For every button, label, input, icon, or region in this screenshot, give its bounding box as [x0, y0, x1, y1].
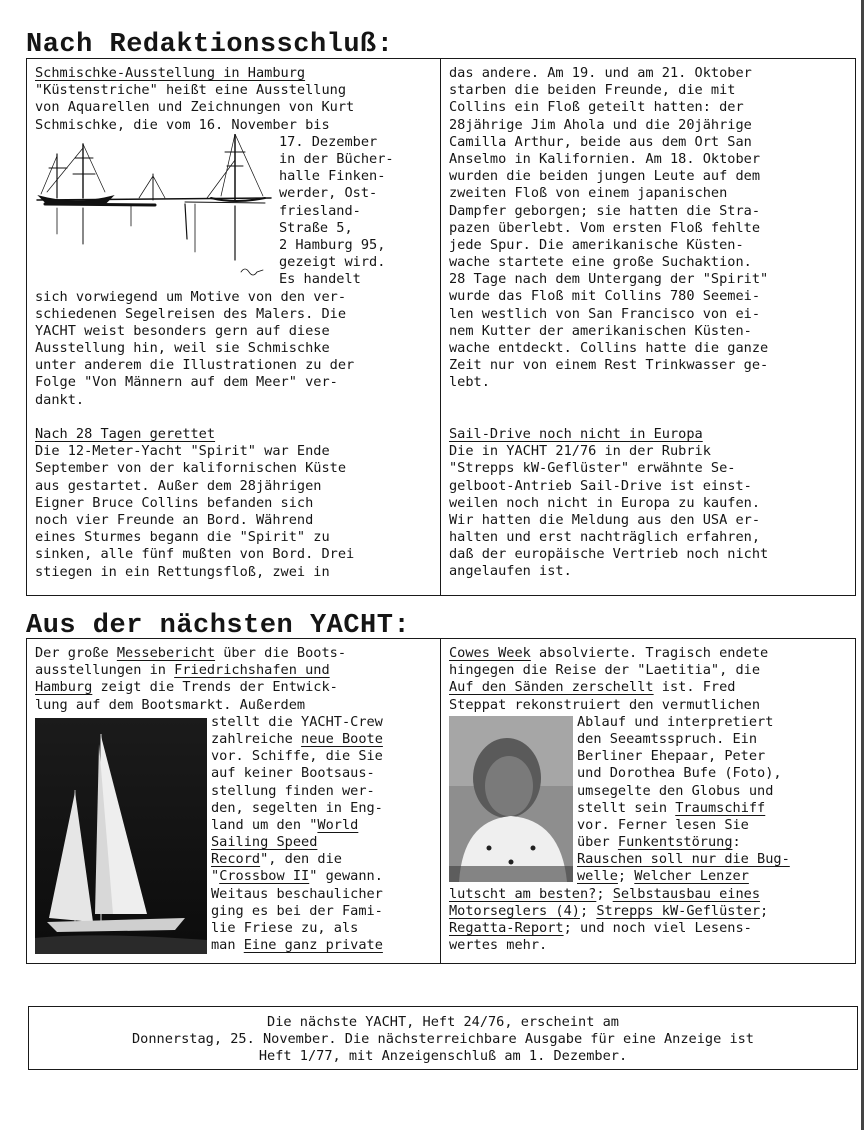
preview-line: Ablauf und interpretiert	[577, 713, 774, 730]
article-title-gerettet: Nach 28 Tagen gerettet	[35, 426, 216, 443]
article-line: Anselmo in Kalifornien. Am 18. Oktober	[449, 150, 760, 167]
wrap-block-sketch	[35, 134, 435, 289]
wrap-text	[279, 134, 394, 289]
text-run: "	[211, 868, 220, 885]
preview-box	[26, 638, 856, 964]
notice-line: Donnerstag, 25. November. Die nächsterreichbare Ausgabe für eine Anzeige ist	[132, 1031, 754, 1048]
article-line: Ausstellung hin, weil sie Schmischke	[35, 340, 330, 357]
preview-line	[449, 920, 853, 937]
preview-line	[449, 679, 853, 696]
wrap-text	[211, 714, 383, 955]
text-run: zeigt die Trends der Entwick-	[92, 679, 338, 696]
article-line: schiedenen Segelreisen des Malers. Die	[35, 305, 346, 322]
news-left-column	[35, 65, 435, 581]
preview-line	[211, 834, 383, 851]
preview-line	[211, 817, 383, 834]
preview-line: Berliner Ehepaar, Peter	[577, 748, 766, 765]
text-run: :	[732, 834, 741, 851]
article-line: daß der europäische Vertrieb noch nicht	[449, 546, 769, 563]
text-run: ;	[760, 902, 769, 919]
preview-line	[211, 731, 383, 748]
preview-line: den Seeamtsspruch. Ein	[577, 730, 758, 747]
preview-right-column	[449, 645, 853, 955]
preview-line: Weitaus beschaulicher	[211, 885, 383, 902]
article-line: halten und erst nachträglich erfahren,	[449, 529, 760, 546]
preview-line	[211, 937, 383, 954]
preview-line	[577, 834, 790, 851]
article-line: wache startete eine große Suchaktion.	[449, 254, 752, 271]
preview-line: umsegelte den Globus und	[577, 782, 774, 799]
article-line: Die in YACHT 21/76 in der Rubrik	[449, 443, 711, 460]
preview-line	[35, 662, 435, 679]
topic-link-regatta-report: Regatta-Report	[449, 920, 564, 937]
article-line: Folge "Von Männern auf dem Meer" ver-	[35, 374, 338, 391]
section-heading-naechste-yacht: Aus der nächsten YACHT:	[26, 611, 411, 641]
text-run: absolvierte. Tragisch endete	[530, 645, 769, 661]
preview-line	[211, 868, 383, 885]
topic-link-lutscht: lutscht am besten?	[449, 885, 597, 902]
article-line: dankt.	[35, 391, 85, 408]
article-line: eines Sturmes begann die "Spirit" zu	[35, 529, 330, 546]
paragraph-gap	[35, 409, 435, 426]
article-line: noch vier Freunde an Bord. Während	[35, 511, 314, 528]
article-line: Es handelt	[279, 271, 361, 288]
column-divider	[440, 639, 441, 963]
topic-link-eine-ganz-private: Eine ganz private	[243, 937, 383, 954]
article-line: nem Kutter der amerikanischen Küsten-	[449, 322, 752, 339]
preview-line: wertes mehr.	[449, 937, 548, 954]
article-line: Schmischke, die vom 16. November bis	[35, 116, 330, 133]
article-line: "Strepps kW-Geflüster" erwähnte Se-	[449, 460, 736, 477]
article-line: friesland-	[279, 202, 361, 219]
topic-link-welcher-lenzer: Welcher Lenzer	[634, 868, 749, 885]
article-line: gezeigt wird.	[279, 254, 386, 271]
news-box	[26, 58, 856, 596]
article-line: in der Bücher-	[279, 150, 394, 167]
text-run: ist. Fred	[653, 679, 736, 696]
topic-link-neue-boote: neue Boote	[301, 730, 383, 747]
article-line: jede Spur. Die amerikanische Küsten-	[449, 236, 744, 253]
wrap-block-sailboat	[35, 714, 435, 955]
text-run: " gewann.	[309, 868, 383, 885]
topic-link-cowes-week: Cowes Week	[449, 645, 531, 661]
bufe-couple-photo	[449, 716, 573, 882]
article-line: das andere. Am 19. und am 21. Oktober	[449, 65, 752, 81]
column-divider	[440, 59, 441, 595]
article-line: starben die beiden Freunde, die mit	[449, 82, 736, 99]
paragraph-gap	[449, 409, 849, 426]
topic-link-hamburg: Hamburg	[35, 679, 93, 696]
article-line: len westlich von San Francisco von ei-	[449, 305, 760, 322]
preview-line	[35, 645, 435, 662]
preview-line: den, segelten in Eng-	[211, 799, 383, 816]
text-run: über die Boots-	[215, 645, 347, 661]
preview-line	[577, 851, 790, 868]
text-run: ; und noch viel Lesens-	[563, 920, 752, 937]
topic-link-traumschiff: Traumschiff	[675, 799, 766, 816]
article-line: wache entdeckt. Collins hatte die ganze	[449, 340, 769, 356]
article-line: pazen überlebt. Vom ersten Floß fehlte	[449, 219, 760, 236]
article-line: wurden die beiden jungen Leute auf dem	[449, 168, 760, 185]
topic-link-selbstausbau: Selbstausbau eines	[612, 885, 761, 902]
text-run: stellt sein	[577, 799, 676, 816]
article-line: 28jährige Jim Ahola und die 20jährige	[449, 116, 752, 133]
text-run: Der große	[35, 645, 117, 661]
preview-line: Steppat rekonstruiert den vermutlichen	[449, 696, 760, 713]
article-line: sinken, alle fünf mußten von Bord. Drei	[35, 546, 355, 563]
text-run: ;	[617, 868, 635, 885]
article-line: YACHT weist besonders gern auf diese	[35, 322, 330, 339]
article-line: lebt.	[449, 374, 490, 391]
section-heading-redaktionsschluss: Nach Redaktionsschluß:	[26, 30, 394, 60]
topic-link-funkentstoerung: Funkentstörung	[617, 834, 733, 851]
topic-link-world: World	[317, 816, 359, 833]
topic-link-record: Record	[211, 851, 261, 868]
article-line: Dampfer geborgen; sie hatten die Stra-	[449, 202, 760, 219]
article-line: Zeit nur von einem Rest Trinkwasser ge-	[449, 357, 769, 374]
preview-line: und Dorothea Bufe (Foto),	[577, 765, 782, 782]
text-run: ;	[596, 885, 613, 902]
article-line: werder, Ost-	[279, 185, 378, 202]
topic-link-messebericht: Messebericht	[116, 645, 216, 661]
preview-line	[449, 886, 853, 903]
article-line: aus gestartet. Außer dem 28jährigen	[35, 477, 322, 494]
notice-text	[29, 1014, 857, 1066]
preview-line	[35, 679, 435, 696]
preview-line: auf keiner Bootsaus-	[211, 765, 375, 782]
topic-link-strepps: Strepps kW-Geflüster	[596, 902, 761, 919]
preview-line: hingegen die Reise der "Laetitia", die	[449, 662, 760, 679]
article-line: Collins ein Floß geteilt hatten: der	[449, 99, 744, 116]
preview-line	[449, 645, 853, 662]
preview-line	[577, 868, 790, 885]
preview-line	[211, 851, 383, 868]
notice-line: Die nächste YACHT, Heft 24/76, erscheint am	[267, 1014, 619, 1030]
text-run: land um den "	[211, 816, 318, 833]
article-line: Camilla Arthur, beide aus dem Ort San	[449, 133, 752, 150]
topic-link-saenden: Auf den Sänden zerschellt	[449, 679, 654, 696]
article-line: Eigner Bruce Collins befanden sich	[35, 494, 314, 511]
article-line: Die 12-Meter-Yacht "Spirit" war Ende	[35, 443, 330, 460]
preview-line: stellt die YACHT-Crew	[211, 713, 383, 730]
sailing-ships-sketch	[35, 134, 275, 284]
preview-left-column	[35, 645, 435, 955]
article-line: Wir hatten die Meldung aus den USA er-	[449, 511, 760, 528]
text-run: ;	[579, 902, 597, 919]
notice-line: Heft 1/77, mit Anzeigenschluß am 1. Dezember.	[258, 1048, 628, 1065]
preview-line	[449, 903, 853, 920]
preview-line	[577, 800, 790, 817]
next-issue-notice	[28, 1006, 858, 1070]
preview-line: ging es bei der Fami-	[211, 902, 383, 919]
preview-line: vor. Ferner lesen Sie	[577, 816, 749, 833]
text-run: ausstellungen in	[35, 662, 175, 679]
paragraph-gap	[449, 392, 849, 409]
preview-line: lie Friese zu, als	[211, 920, 359, 936]
article-line: 28 Tage nach dem Untergang der "Spirit"	[449, 271, 769, 288]
preview-line: vor. Schiffe, die Sie	[211, 748, 383, 765]
article-line: "Küstenstriche" heißt eine Ausstellung	[35, 82, 346, 99]
article-line: unter anderem die Illustrationen zu der	[35, 357, 355, 374]
article-line: zweiten Floß von einem japanischen	[449, 185, 728, 202]
article-line: sich vorwiegend um Motive von den ver-	[35, 288, 346, 305]
article-title-sail-drive: Sail-Drive noch nicht in Europa	[449, 425, 703, 442]
article-line: von Aquarellen und Zeichnungen von Kurt	[35, 99, 355, 116]
article-line: gelboot-Antrieb Sail-Drive ist einst-	[449, 477, 752, 494]
topic-link-sailing-speed: Sailing Speed	[211, 834, 318, 851]
topic-link-welle: welle	[577, 868, 618, 885]
text-run: über	[577, 834, 618, 851]
article-line: stiegen in ein Rettungsfloß, zwei in	[35, 563, 330, 580]
preview-line: lung auf dem Bootsmarkt. Außerdem	[35, 696, 306, 713]
article-line: weilen noch nicht in Europa zu kaufen.	[449, 494, 760, 511]
topic-link-crossbow: Crossbow II	[219, 868, 310, 885]
article-line: angelaufen ist.	[449, 563, 572, 580]
sailboat-photo	[35, 718, 207, 954]
text-run: ", den die	[260, 851, 342, 868]
wrap-block-portrait	[449, 714, 853, 886]
article-line: 17. Dezember	[279, 133, 378, 150]
topic-link-rauschen: Rauschen soll nur die Bug-	[577, 851, 790, 868]
text-run: man	[211, 937, 244, 954]
topic-link-motorseglers: Motorseglers (4)	[449, 902, 580, 919]
preview-line: stellung finden wer-	[211, 782, 375, 799]
article-line: Straße 5,	[279, 219, 353, 236]
text-run: zahlreiche	[211, 730, 302, 747]
wrap-text	[577, 714, 790, 886]
article-title-schmischke: Schmischke-Ausstellung in Hamburg	[35, 65, 306, 81]
article-line: wurde das Floß mit Collins 780 Seemei-	[449, 288, 760, 305]
article-line: 2 Hamburg 95,	[279, 236, 386, 253]
topic-link-friedrichshafen: Friedrichshafen und	[174, 662, 330, 679]
article-line: halle Finken-	[279, 168, 386, 185]
article-line: September von der kalifornischen Küste	[35, 460, 346, 477]
news-right-column	[449, 65, 849, 581]
